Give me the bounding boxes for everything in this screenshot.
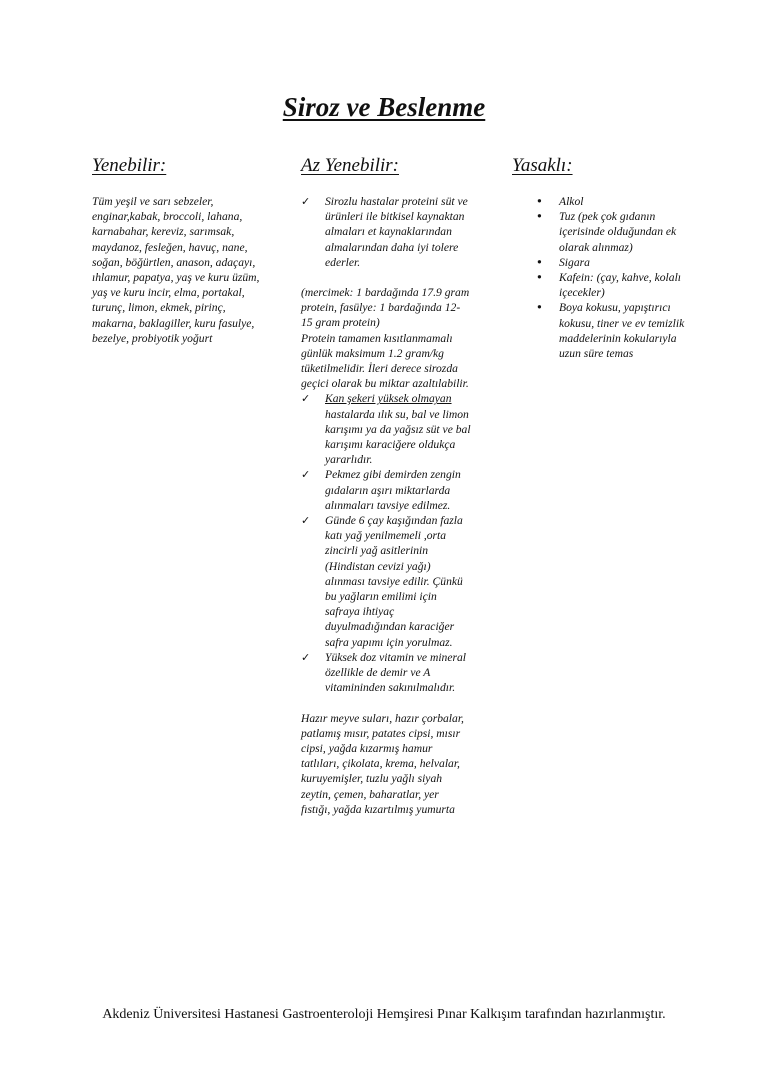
list-item: [512, 194, 688, 209]
item-text: Günde 6 çay kaşığından fazla katı yağ yenilmemeli ,orta zincirli yağ asitlerinin (Hindistan cevizi yağı) alınması tavsiye edilir. Çünkü bu yağların emilimi için safraya ihtiyaç duyulmadığından karaciğer safra yapımı için yorulmaz.: [325, 514, 463, 649]
item-text: Alkol: [559, 195, 584, 208]
list-item: [301, 391, 471, 467]
check-icon: ✓: [301, 468, 311, 482]
protein-note: (mercimek: 1 bardağında 17.9 gram protein, fasülye: 1 bardağında 12-15 gram protein): [301, 286, 470, 330]
bullet-icon: •: [536, 300, 543, 315]
item-text: Sirozlu hastalar proteini süt ve ürünleri ile bitkisel kaynaktan almaları et kaynaklarından almalarından daha iyi tolere ederler.: [325, 195, 468, 269]
item-text: hastalarda ılık su, bal ve limon karışımı ya da yağsız süt ve bal karışımı karaciğere oldukça yararlıdır.: [325, 407, 471, 467]
bullet-icon: •: [536, 270, 543, 285]
column-az-yenebilir: [301, 155, 471, 817]
item-text: Sigara: [559, 255, 590, 269]
item-text-underlined: Kan şekeri yüksek olmayan: [325, 392, 452, 406]
item-text: Kafein: (çay, kahve, kolalı içecekler): [559, 271, 682, 300]
heading-az-yenebilir: Az Yenebilir:: [301, 155, 399, 176]
list-item: [512, 209, 688, 255]
item-text: Yüksek doz vitamin ve mineral özellikle de demir ve A vitamininden sakınılmalıdır.: [325, 650, 467, 695]
list-item: [301, 194, 471, 270]
list-item: [301, 650, 471, 696]
list-item: [301, 467, 471, 513]
bullet-icon: •: [536, 194, 543, 208]
yasakli-list: [512, 194, 688, 361]
list-item: [301, 513, 471, 650]
page-title: Siroz ve Beslenme: [282, 92, 486, 122]
list-item: [512, 300, 688, 361]
yenebilir-text: Tüm yeşil ve sarı sebzeler, enginar,kabak, broccoli, lahana, karnabahar, kereviz, sarımsak, maydanoz, fesleğen, havuç, nane, soğan, böğürtlen, anason, adaçayı, ıhlamur, papatya, yaş ve kuru üzüm, yaş ve kuru incir, elma, portakal, turunç, limon, ekmek, pirinç, makarna, baklagiller, kuru fasulye, bezelye, probiyotik yoğurt: [92, 195, 260, 345]
item-text: Pekmez gibi demirden zengin gıdaların aşırı miktarlarda alınmaları tavsiye edilmez.: [325, 468, 461, 512]
column-yasakli: [512, 155, 688, 361]
footer-credit: Akdeniz Üniversitesi Hastanesi Gastroenteroloji Hemşiresi Pınar Kalkışım tarafından hazırlanmıştır.: [102, 1007, 666, 1022]
az-yenebilir-list-2: [301, 391, 471, 695]
column-yenebilir: [92, 155, 262, 346]
processed-foods-note: Hazır meyve suları, hazır çorbalar, patlamış mısır, patates cipsi, mısır cipsi, yağda kızarmış hamur tatlıları, çikolata, krema, helvalar, kuruyemişler, tuzlu yağlı siyah zeytin, çemen, baharatlar, yer fıstığı, yağda kızartılmış yumurta: [301, 711, 464, 816]
list-item: [512, 270, 688, 300]
item-text: Boya kokusu, yapıştırıcı kokusu, tiner ve ev temizlik maddelerinin kokularıyla uzun süre temas: [559, 301, 685, 361]
check-icon: ✓: [301, 195, 311, 208]
heading-yasakli: Yasaklı:: [512, 155, 573, 176]
check-icon: ✓: [301, 650, 311, 664]
protein-limit-note: Protein tamamen kısıtlanmamalı günlük maksimum 1.2 gram/kg tüketilmelidir. İleri derece sirozda geçici olarak bu miktar azaltılabilir.: [301, 331, 469, 391]
bullet-icon: •: [536, 209, 543, 224]
heading-yenebilir: Yenebilir:: [92, 155, 167, 176]
bullet-icon: •: [536, 254, 543, 269]
check-icon: ✓: [301, 392, 311, 406]
check-icon: ✓: [301, 514, 311, 528]
item-text: Tuz (pek çok gıdanın içerisinde olduğundan ek olarak alınmaz): [559, 210, 677, 254]
az-yenebilir-list-1: [301, 194, 471, 270]
list-item: [512, 255, 688, 270]
